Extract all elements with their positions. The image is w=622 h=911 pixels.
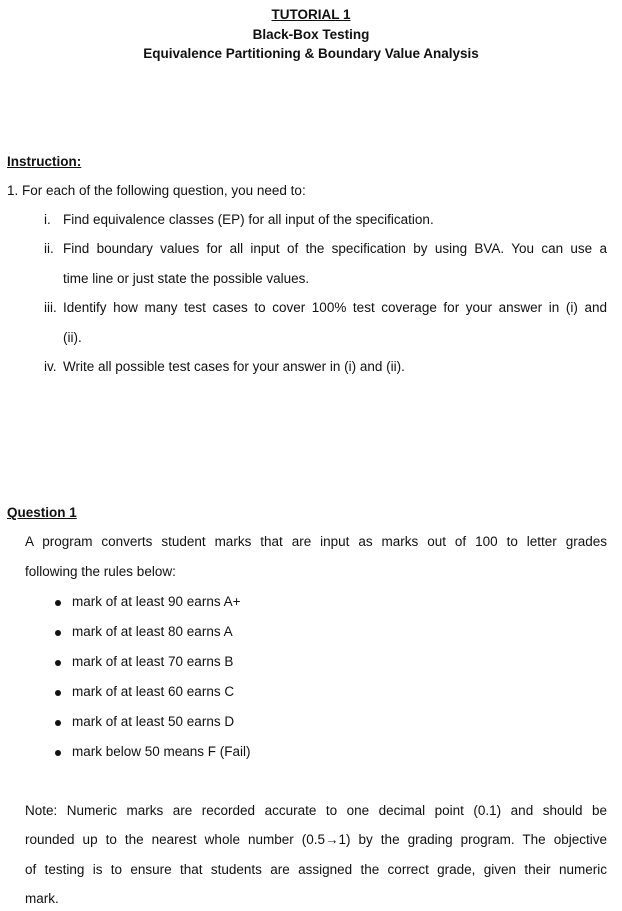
tutorial-topic: Equivalence Partitioning & Boundary Value Analysis bbox=[143, 46, 479, 61]
note-line-2: rounded up to the nearest whole number (0.5→1) by the grading program. The objective bbox=[25, 832, 607, 847]
sub-item-ii-line-1: Find boundary values for all input of the specification by using BVA. You can use a bbox=[63, 241, 607, 256]
bullet-icon bbox=[55, 630, 61, 636]
instruction-item-1: 1. For each of the following question, you need to: bbox=[7, 183, 306, 198]
tutorial-title: TUTORIAL 1 bbox=[271, 7, 351, 22]
sub-item-iii-line-1: Identify how many test cases to cover 100% test coverage for your answer in (i) and bbox=[63, 300, 607, 315]
sub-item-iii-number: iii. bbox=[44, 300, 57, 315]
note-line-1: Note: Numeric marks are recorded accurate to one decimal point (0.1) and should be bbox=[25, 803, 607, 818]
question-1-heading: Question 1 bbox=[7, 505, 77, 520]
grade-rule-item: mark of at least 90 earns A+ bbox=[72, 594, 241, 609]
bullet-icon bbox=[55, 750, 61, 756]
bullet-icon bbox=[55, 600, 61, 606]
grade-rule-item: mark below 50 means F (Fail) bbox=[72, 744, 251, 759]
grade-rule-item: mark of at least 80 earns A bbox=[72, 624, 233, 639]
sub-item-iv-text: Write all possible test cases for your answer in (i) and (ii). bbox=[63, 359, 405, 374]
grade-rule-item: mark of at least 50 earns D bbox=[72, 714, 235, 729]
sub-item-ii-line-2: time line or just state the possible values. bbox=[63, 271, 310, 286]
note-line-3: of testing is to ensure that students are assigned the correct grade, given their numeric bbox=[25, 862, 607, 877]
tutorial-subtitle: Black-Box Testing bbox=[252, 27, 370, 42]
sub-item-i-number: i. bbox=[44, 212, 51, 227]
sub-item-i-text: Find equivalence classes (EP) for all input of the specification. bbox=[63, 212, 434, 227]
bullet-icon bbox=[55, 660, 61, 666]
grade-rule-item: mark of at least 70 earns B bbox=[72, 654, 234, 669]
bullet-icon bbox=[55, 690, 61, 696]
question-1-paragraph-line-2: following the rules below: bbox=[25, 564, 176, 579]
note-line-4: mark. bbox=[25, 891, 59, 906]
bullet-icon bbox=[55, 720, 61, 726]
sub-item-ii-number: ii. bbox=[44, 241, 54, 256]
grade-rule-item: mark of at least 60 earns C bbox=[72, 684, 235, 699]
sub-item-iii-line-2: (ii). bbox=[63, 330, 82, 345]
sub-item-iv-number: iv. bbox=[44, 359, 57, 374]
instruction-heading: Instruction: bbox=[7, 154, 82, 169]
question-1-paragraph-line-1: A program converts student marks that are input as marks out of 100 to letter grades bbox=[25, 534, 607, 549]
